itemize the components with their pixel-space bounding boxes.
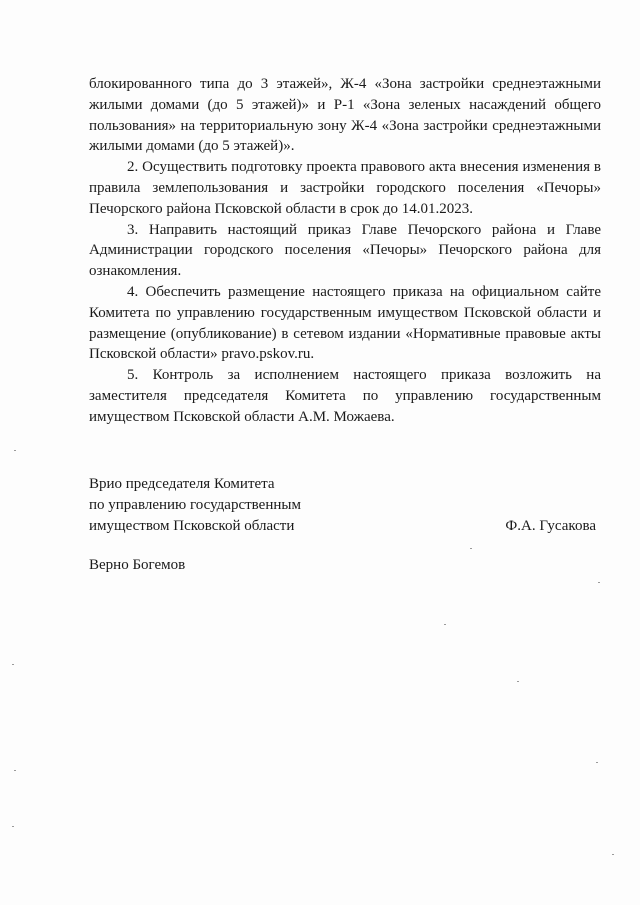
signer-name: Ф.А. Гусакова xyxy=(505,518,596,534)
scan-speck xyxy=(612,854,614,855)
scan-speck xyxy=(596,762,598,763)
verification-note: Верно Богемов xyxy=(89,557,186,573)
signature-title-line: Врио председателя Комитета xyxy=(89,476,275,492)
scan-speck xyxy=(12,826,14,827)
continuation-paragraph: блокированного типа до 3 этажей», Ж-4 «Зона застройки среднеэтажными жилыми домами (до 5 этажей)» и Р-1 «Зона зеленых насаждений общего пользования» на территориальную зону Ж-4 «Зона застройки среднеэтажными жилыми домами (до 5 этажей)». xyxy=(89,76,601,155)
scan-speck xyxy=(444,624,446,625)
list-item-5: 5. Контроль за исполнением настоящего приказа возложить на заместителя председателя Комитета по управлению государственным имуществом Псковской области А.М. Можаева. xyxy=(89,367,601,425)
document-body xyxy=(89,74,601,428)
scan-speck xyxy=(12,664,14,665)
scan-speck xyxy=(470,548,472,549)
list-item-3: 3. Направить настоящий приказ Главе Печорского района и Главе Администрации городского поселения «Печоры» Печорского района для ознакомления. xyxy=(89,221,601,280)
signature-title-line: имуществом Псковской области xyxy=(89,517,295,534)
list-item-4: 4. Обеспечить размещение настоящего приказа на официальном сайте Комитета по управлению государственным имуществом Псковской области и размещение (опубликование) в сетевом издании «Нормативные правовые акты Псковской области» pravo.pskov.ru. xyxy=(89,283,601,363)
signature-title-line: по управлению государственным xyxy=(89,496,301,513)
scan-speck xyxy=(598,582,600,583)
scan-speck xyxy=(14,450,16,451)
scan-speck xyxy=(14,770,16,771)
list-item-2: 2. Осуществить подготовку проекта правового акта внесения изменения в правила землепользования и застройки городского поселения «Печоры» Печорского района Псковской области в срок до 14.01.2023. xyxy=(89,159,601,217)
scan-speck xyxy=(517,681,519,682)
